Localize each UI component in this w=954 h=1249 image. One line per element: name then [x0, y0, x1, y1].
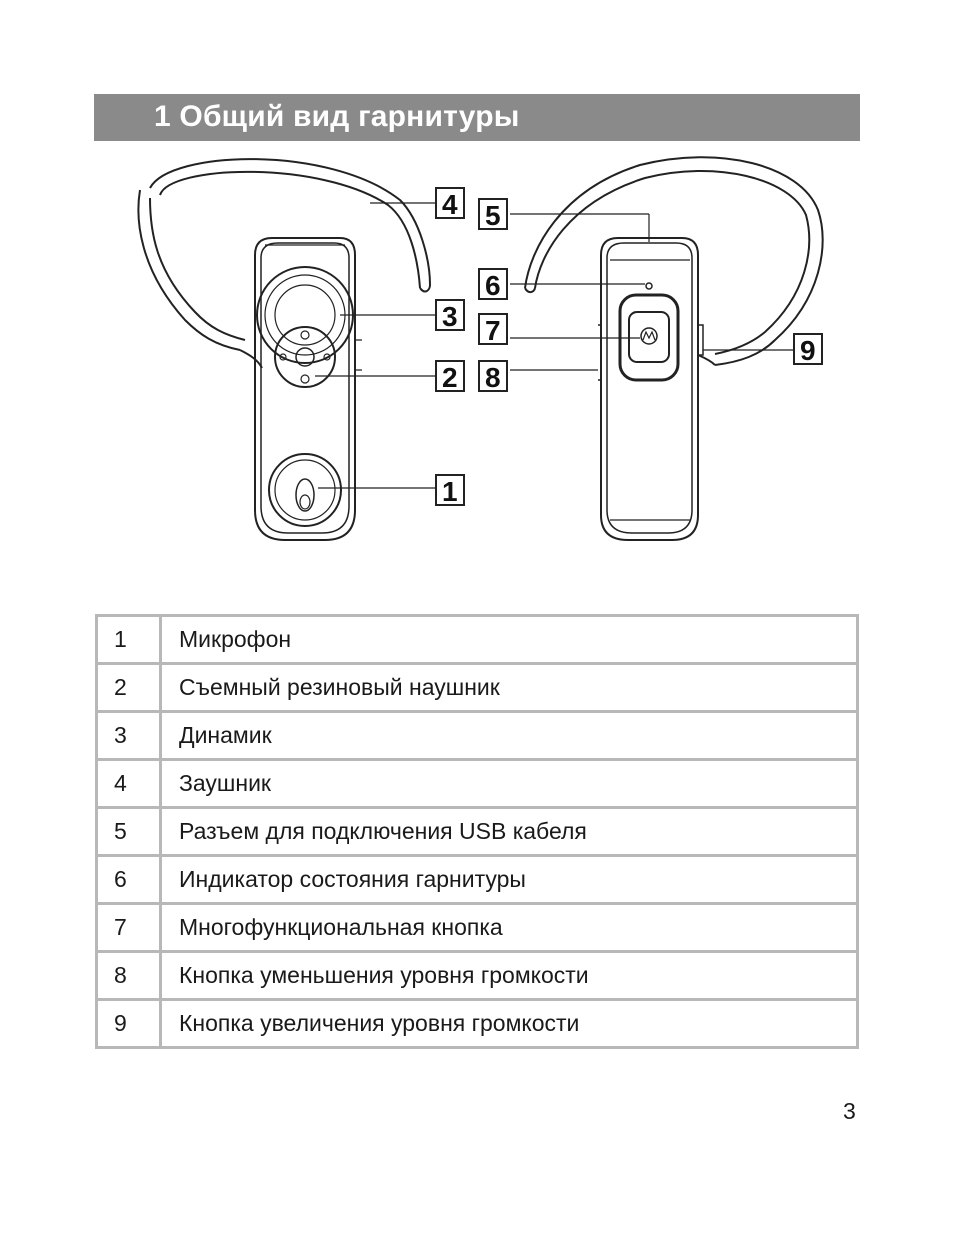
- part-label: Многофункциональная кнопка: [161, 904, 858, 952]
- table-row: [97, 712, 858, 760]
- callout-5: 5: [485, 200, 501, 231]
- callout-9: 9: [800, 335, 816, 366]
- status-indicator: [646, 283, 652, 289]
- part-label: Микрофон: [161, 616, 858, 664]
- part-number: 4: [97, 760, 161, 808]
- microphone: [269, 454, 341, 526]
- table-row: [97, 808, 858, 856]
- headset-diagram: [0, 150, 954, 560]
- part-label: Кнопка уменьшения уровня громкости: [161, 952, 858, 1000]
- parts-table: [95, 614, 859, 1049]
- table-row: [97, 664, 858, 712]
- part-number: 2: [97, 664, 161, 712]
- page-number: 3: [843, 1098, 856, 1124]
- callout-6: 6: [485, 270, 501, 301]
- table-row: [97, 856, 858, 904]
- part-label: Съемный резиновый наушник: [161, 664, 858, 712]
- table-row: [97, 904, 858, 952]
- part-number: 5: [97, 808, 161, 856]
- volume-down-button: [598, 325, 601, 380]
- ear-hook-left: [138, 159, 430, 350]
- part-number: 3: [97, 712, 161, 760]
- callout-7: 7: [485, 315, 501, 346]
- callout-1: 1: [442, 476, 458, 507]
- part-number: 9: [97, 1000, 161, 1048]
- part-label: Разъем для подключения USB кабеля: [161, 808, 858, 856]
- table-row: [97, 952, 858, 1000]
- part-label: Заушник: [161, 760, 858, 808]
- callout-4: 4: [442, 189, 458, 220]
- section-header: [94, 94, 860, 141]
- table-row: [97, 1000, 858, 1048]
- table-row: [97, 760, 858, 808]
- part-number: 7: [97, 904, 161, 952]
- ear-hook-right: [525, 157, 823, 365]
- part-label: Динамик: [161, 712, 858, 760]
- part-number: 8: [97, 952, 161, 1000]
- page-title: 1 Общий вид гарнитуры: [154, 100, 520, 133]
- part-label: Кнопка увеличения уровня громкости: [161, 1000, 858, 1048]
- callout-8: 8: [485, 362, 501, 393]
- part-number: 1: [97, 616, 161, 664]
- rubber-earpiece: [275, 327, 335, 387]
- part-label: Индикатор состояния гарнитуры: [161, 856, 858, 904]
- callout-3: 3: [442, 301, 458, 332]
- part-number: 6: [97, 856, 161, 904]
- callout-2: 2: [442, 362, 458, 393]
- table-row: [97, 616, 858, 664]
